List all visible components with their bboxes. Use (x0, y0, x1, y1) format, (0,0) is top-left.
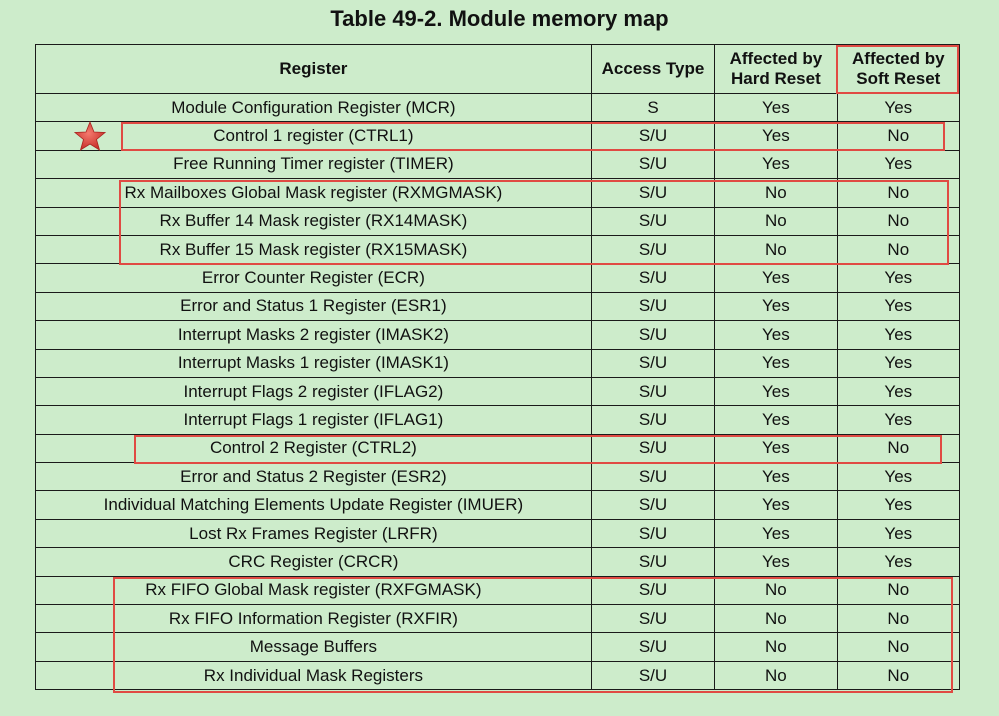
register-cell: Individual Matching Elements Update Register (IMUER) (36, 491, 592, 519)
access-type-cell: S/U (591, 633, 714, 661)
table-row (36, 321, 960, 349)
access-type-cell: S/U (591, 235, 714, 263)
register-cell: Interrupt Masks 2 register (IMASK2) (36, 321, 592, 349)
access-type-cell: S/U (591, 207, 714, 235)
table-row (36, 661, 960, 689)
soft-reset-cell: No (837, 207, 959, 235)
soft-reset-cell: Yes (837, 519, 959, 547)
soft-reset-cell: Yes (837, 377, 959, 405)
register-cell: Rx FIFO Global Mask register (RXFGMASK) (36, 576, 592, 604)
header-access-type: Access Type (591, 45, 714, 94)
soft-reset-cell: Yes (837, 463, 959, 491)
register-cell: Interrupt Flags 2 register (IFLAG2) (36, 377, 592, 405)
table-row (36, 122, 960, 150)
soft-reset-cell: No (837, 633, 959, 661)
soft-reset-cell: No (837, 434, 959, 462)
register-cell: Lost Rx Frames Register (LRFR) (36, 519, 592, 547)
register-cell: Error Counter Register (ECR) (36, 264, 592, 292)
table-row (36, 463, 960, 491)
table-row (36, 491, 960, 519)
hard-reset-cell: Yes (715, 150, 837, 178)
register-cell: Control 1 register (CTRL1) (36, 122, 592, 150)
table-row (36, 377, 960, 405)
hard-reset-cell: Yes (715, 321, 837, 349)
register-cell: Control 2 Register (CTRL2) (36, 434, 592, 462)
access-type-cell: S/U (591, 576, 714, 604)
register-cell: Error and Status 2 Register (ESR2) (36, 463, 592, 491)
header-soft-reset: Affected by Soft Reset (837, 45, 959, 94)
access-type-cell: S/U (591, 605, 714, 633)
access-type-cell: S (591, 94, 714, 122)
hard-reset-cell: Yes (715, 94, 837, 122)
table-row (36, 349, 960, 377)
table-row (36, 179, 960, 207)
table-row (36, 434, 960, 462)
hard-reset-cell: Yes (715, 491, 837, 519)
register-cell: Rx Buffer 14 Mask register (RX14MASK) (36, 207, 592, 235)
access-type-cell: S/U (591, 491, 714, 519)
register-cell: Rx Individual Mask Registers (36, 661, 592, 689)
soft-reset-cell: Yes (837, 150, 959, 178)
hard-reset-cell: Yes (715, 122, 837, 150)
access-type-cell: S/U (591, 122, 714, 150)
hard-reset-cell: No (715, 576, 837, 604)
table-row (36, 633, 960, 661)
table-row (36, 519, 960, 547)
register-cell: Rx Mailboxes Global Mask register (RXMGMASK) (36, 179, 592, 207)
soft-reset-cell: Yes (837, 548, 959, 576)
hard-reset-cell: Yes (715, 406, 837, 434)
register-cell: Error and Status 1 Register (ESR1) (36, 292, 592, 320)
soft-reset-cell: No (837, 661, 959, 689)
hard-reset-cell: Yes (715, 264, 837, 292)
table-title: Table 49-2. Module memory map (330, 6, 669, 31)
table-row (36, 292, 960, 320)
hard-reset-cell: No (715, 207, 837, 235)
hard-reset-cell: Yes (715, 463, 837, 491)
header-row (36, 45, 960, 94)
access-type-cell: S/U (591, 463, 714, 491)
hard-reset-cell: No (715, 633, 837, 661)
soft-reset-cell: No (837, 235, 959, 263)
access-type-cell: S/U (591, 150, 714, 178)
soft-reset-cell: Yes (837, 292, 959, 320)
access-type-cell: S/U (591, 406, 714, 434)
register-cell: Rx FIFO Information Register (RXFIR) (36, 605, 592, 633)
register-cell: Interrupt Flags 1 register (IFLAG1) (36, 406, 592, 434)
header-register: Register (36, 45, 592, 94)
hard-reset-cell: No (715, 605, 837, 633)
access-type-cell: S/U (591, 519, 714, 547)
register-cell: Module Configuration Register (MCR) (36, 94, 592, 122)
access-type-cell: S/U (591, 349, 714, 377)
soft-reset-cell: Yes (837, 349, 959, 377)
table-row (36, 207, 960, 235)
table-row (36, 235, 960, 263)
soft-reset-cell: No (837, 576, 959, 604)
soft-reset-cell: Yes (837, 406, 959, 434)
memory-map-table (35, 44, 960, 690)
hard-reset-cell: No (715, 661, 837, 689)
register-cell: Free Running Timer register (TIMER) (36, 150, 592, 178)
soft-reset-cell: Yes (837, 321, 959, 349)
hard-reset-cell: Yes (715, 434, 837, 462)
access-type-cell: S/U (591, 377, 714, 405)
soft-reset-cell: No (837, 179, 959, 207)
access-type-cell: S/U (591, 292, 714, 320)
access-type-cell: S/U (591, 548, 714, 576)
access-type-cell: S/U (591, 321, 714, 349)
hard-reset-cell: No (715, 179, 837, 207)
hard-reset-cell: No (715, 235, 837, 263)
table-row (36, 150, 960, 178)
hard-reset-cell: Yes (715, 349, 837, 377)
soft-reset-cell: No (837, 605, 959, 633)
table-row (36, 548, 960, 576)
access-type-cell: S/U (591, 661, 714, 689)
hard-reset-cell: Yes (715, 548, 837, 576)
star-icon (74, 120, 106, 152)
hard-reset-cell: Yes (715, 292, 837, 320)
access-type-cell: S/U (591, 179, 714, 207)
soft-reset-cell: Yes (837, 94, 959, 122)
soft-reset-cell: No (837, 122, 959, 150)
access-type-cell: S/U (591, 434, 714, 462)
table-row (36, 576, 960, 604)
hard-reset-cell: Yes (715, 377, 837, 405)
register-cell: CRC Register (CRCR) (36, 548, 592, 576)
table-row (36, 264, 960, 292)
table-row (36, 94, 960, 122)
table-row (36, 406, 960, 434)
hard-reset-cell: Yes (715, 519, 837, 547)
table-row (36, 605, 960, 633)
access-type-cell: S/U (591, 264, 714, 292)
soft-reset-cell: Yes (837, 264, 959, 292)
header-hard-reset: Affected by Hard Reset (715, 45, 837, 94)
soft-reset-cell: Yes (837, 491, 959, 519)
register-cell: Interrupt Masks 1 register (IMASK1) (36, 349, 592, 377)
register-cell: Rx Buffer 15 Mask register (RX15MASK) (36, 235, 592, 263)
register-cell: Message Buffers (36, 633, 592, 661)
